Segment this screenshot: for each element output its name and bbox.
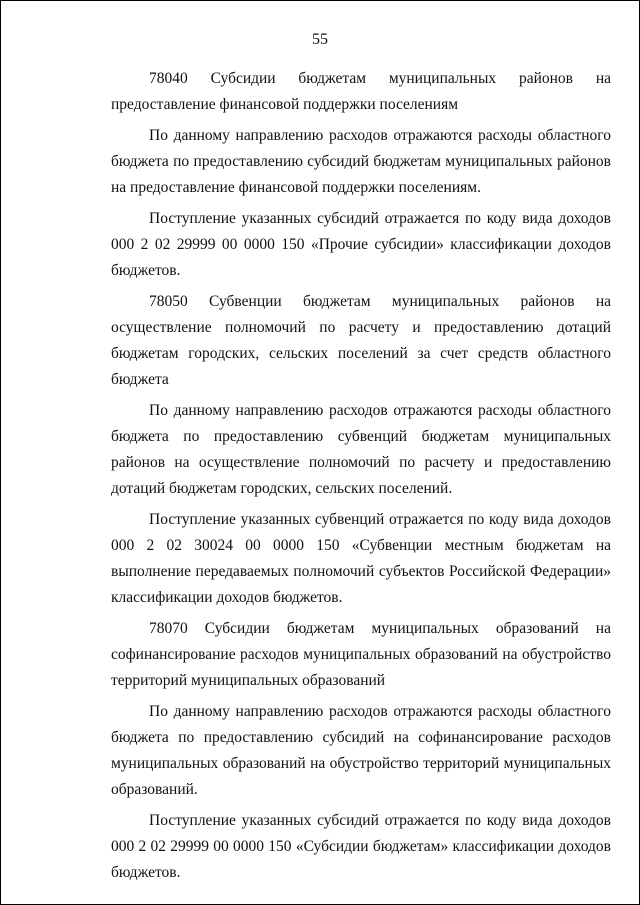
paragraph-78070-description: По данному направлению расходов отражаются расходы областного бюджета по предоставлению субсидий на софинансирование расходов муниципальных образований на обустройство территорий муниципальных образований. xyxy=(111,703,611,798)
paragraph-78070-income: Поступление указанных субсидий отражается по коду вида доходов 000 2 02 29999 00 0000 150 «Субсидии бюджетам» классификации доходов бюджетов. xyxy=(111,812,611,881)
document-body xyxy=(111,66,611,891)
paragraph-78050-income: Поступление указанных субвенций отражается по коду вида доходов 000 2 02 30024 00 0000 150 «Субвенции местным бюджетам на выполнение передаваемых полномочий субъектов Российской Федерации» классификации доходов бюджетов. xyxy=(111,511,611,606)
paragraph-78050-description: По данному направлению расходов отражаются расходы областного бюджета по предоставлению субвенций бюджетам муниципальных районов на осуществление полномочий по расчету и предоставлению дотаций бюджетам городских, сельских поселений. xyxy=(111,402,611,497)
paragraph-78050-heading: 78050 Субвенции бюджетам муниципальных районов на осуществление полномочий по расчету и предоставлению дотаций бюджетам городских, сельских поселений за счет средств областного бюджета xyxy=(111,293,611,388)
page-number: 55 xyxy=(312,31,328,48)
paragraph-78040-heading: 78040 Субсидии бюджетам муниципальных районов на предоставление финансовой поддержки поселениям xyxy=(111,70,611,113)
paragraph-78040-income: Поступление указанных субсидий отражается по коду вида доходов 000 2 02 29999 00 0000 150 «Прочие субсидии» классификации доходов бюджетов. xyxy=(111,210,611,279)
paragraph-78040-description: По данному направлению расходов отражаются расходы областного бюджета по предоставлению субсидий бюджетам муниципальных районов на предоставление финансовой поддержки поселениям. xyxy=(111,127,611,196)
paragraph-78070-heading: 78070 Субсидии бюджетам муниципальных образований на софинансирование расходов муниципальных образований на обустройство территорий муниципальных образований xyxy=(111,620,611,689)
